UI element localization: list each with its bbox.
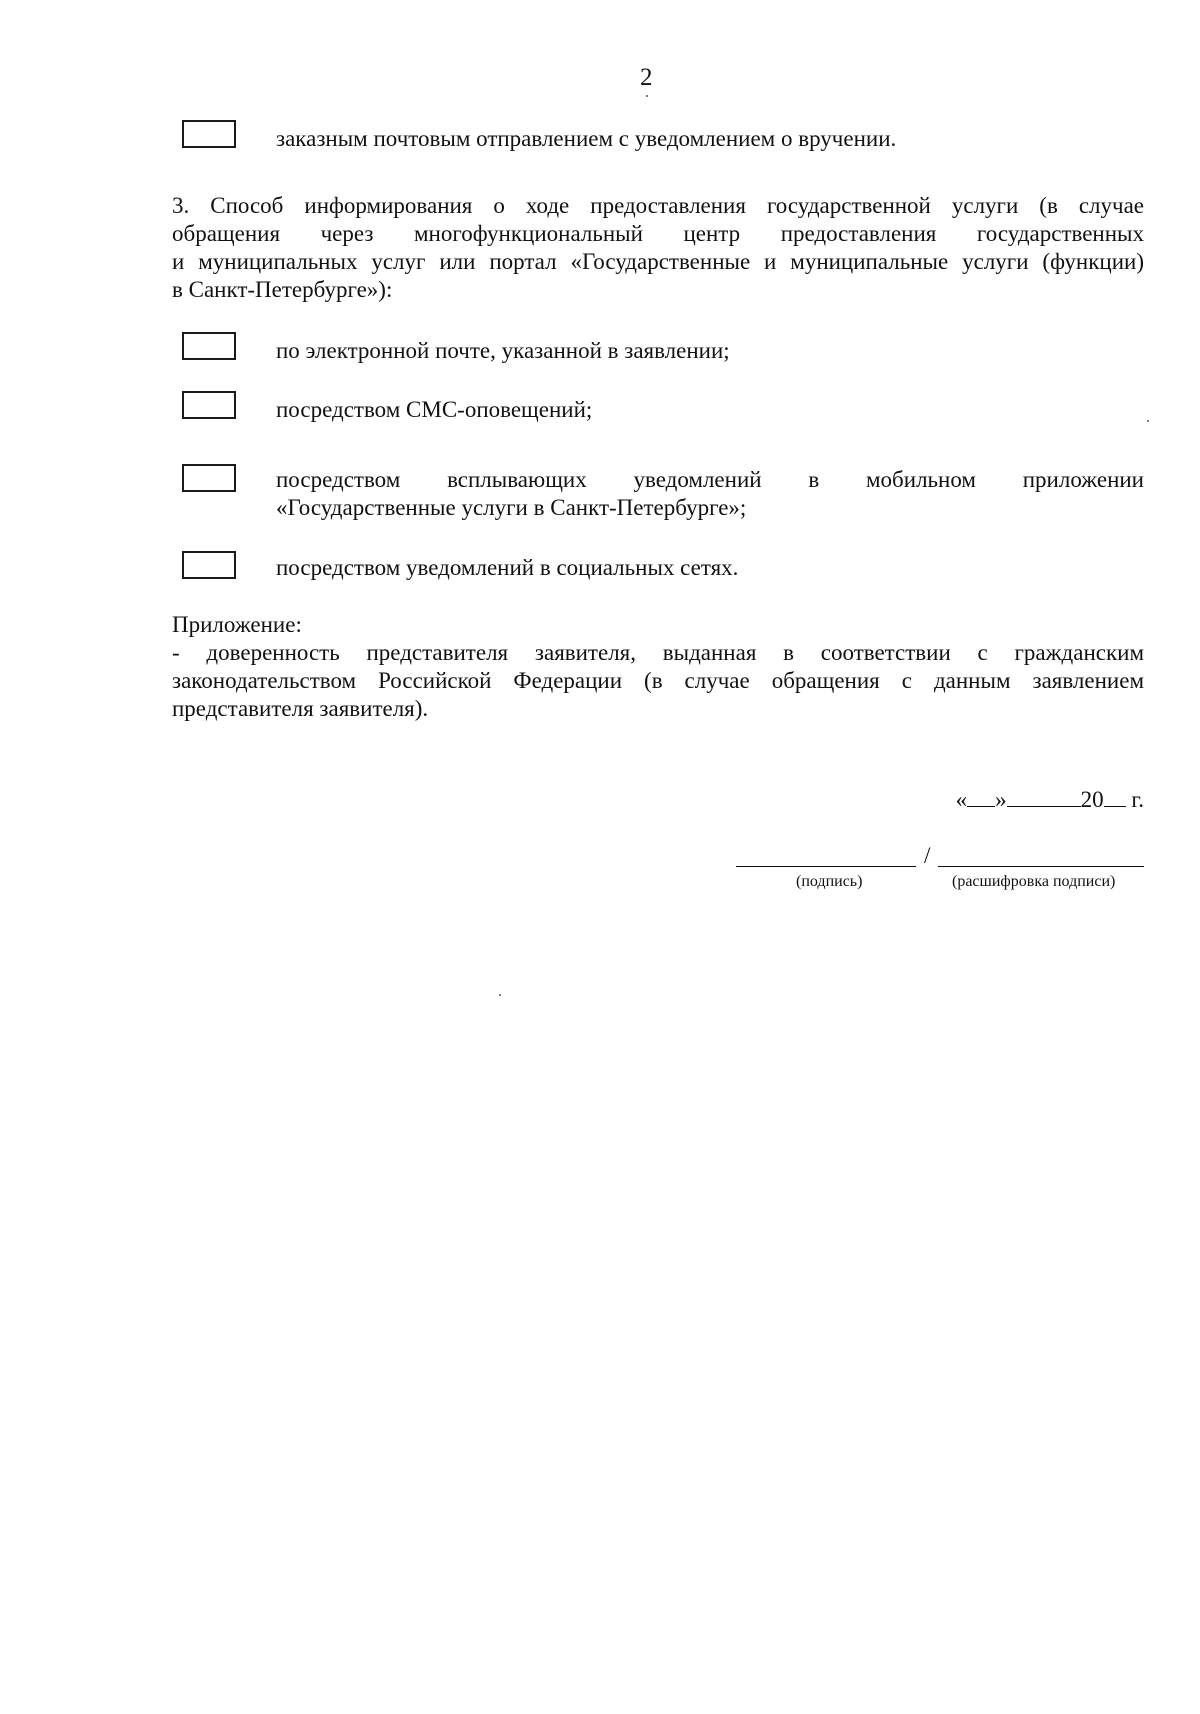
section-3-paragraph	[172, 192, 1144, 304]
checkbox-registered-mail[interactable]	[182, 120, 236, 148]
attachment-line: представителя заявителя).	[172, 696, 429, 721]
year-suffix: г.	[1131, 787, 1144, 812]
scan-speck	[499, 994, 501, 996]
checkbox-mobile-app[interactable]	[182, 464, 236, 492]
signature-decoding-line[interactable]	[938, 866, 1144, 867]
checkbox-sms[interactable]	[182, 391, 236, 419]
option-mobile-app-line: «Государственные услуги в Санкт-Петербурге»;	[276, 495, 747, 520]
section-3-line: 3. Способ информирования о ходе предоставления государственной услуги (в случае	[172, 193, 1144, 218]
option-social-networks-label: посредством уведомлений в социальных сетях.	[276, 555, 739, 580]
scan-speck	[1147, 420, 1149, 422]
option-registered-mail-label: заказным почтовым отправлением с уведомлением о вручении.	[276, 126, 897, 151]
checkbox-email[interactable]	[182, 332, 236, 360]
signature-caption: (подпись)	[796, 873, 863, 890]
page-number: 2	[640, 64, 653, 91]
signature-line[interactable]	[736, 866, 916, 867]
attachment-line: законодательством Российской Федерации (в случае обращения с данным заявлением	[172, 668, 1144, 693]
date-line	[956, 786, 1144, 814]
date-close-quote: »	[995, 787, 1007, 812]
section-3-line: в Санкт-Петербурге»):	[172, 277, 393, 302]
date-open-quote: «	[955, 787, 968, 812]
option-mobile-app-label	[276, 466, 1144, 522]
section-3-line: и муниципальных услуг или портал «Государственные и муниципальные услуги (функции)	[172, 249, 1144, 274]
checkbox-social-networks[interactable]	[182, 551, 236, 579]
signature-separator: /	[924, 843, 931, 868]
option-email-label: по электронной почте, указанной в заявлении;	[276, 338, 730, 363]
scan-speck	[646, 95, 648, 97]
day-blank[interactable]	[967, 788, 995, 807]
attachment-block	[172, 611, 1144, 723]
attachment-line: - доверенность представителя заявителя, выданная в соответствии с гражданским	[172, 640, 1144, 665]
option-mobile-app-line: посредством всплывающих уведомлений в мобильном приложении	[276, 467, 1144, 492]
attachment-heading: Приложение:	[172, 612, 302, 637]
month-blank[interactable]	[1007, 788, 1081, 807]
year-blank[interactable]	[1104, 788, 1126, 807]
signature-decoding-caption: (расшифровка подписи)	[952, 873, 1116, 890]
year-prefix: 20	[1080, 787, 1104, 812]
section-3-line: обращения через многофункциональный центр предоставления государственных	[172, 221, 1144, 246]
option-sms-label: посредством СМС-оповещений;	[276, 397, 593, 422]
